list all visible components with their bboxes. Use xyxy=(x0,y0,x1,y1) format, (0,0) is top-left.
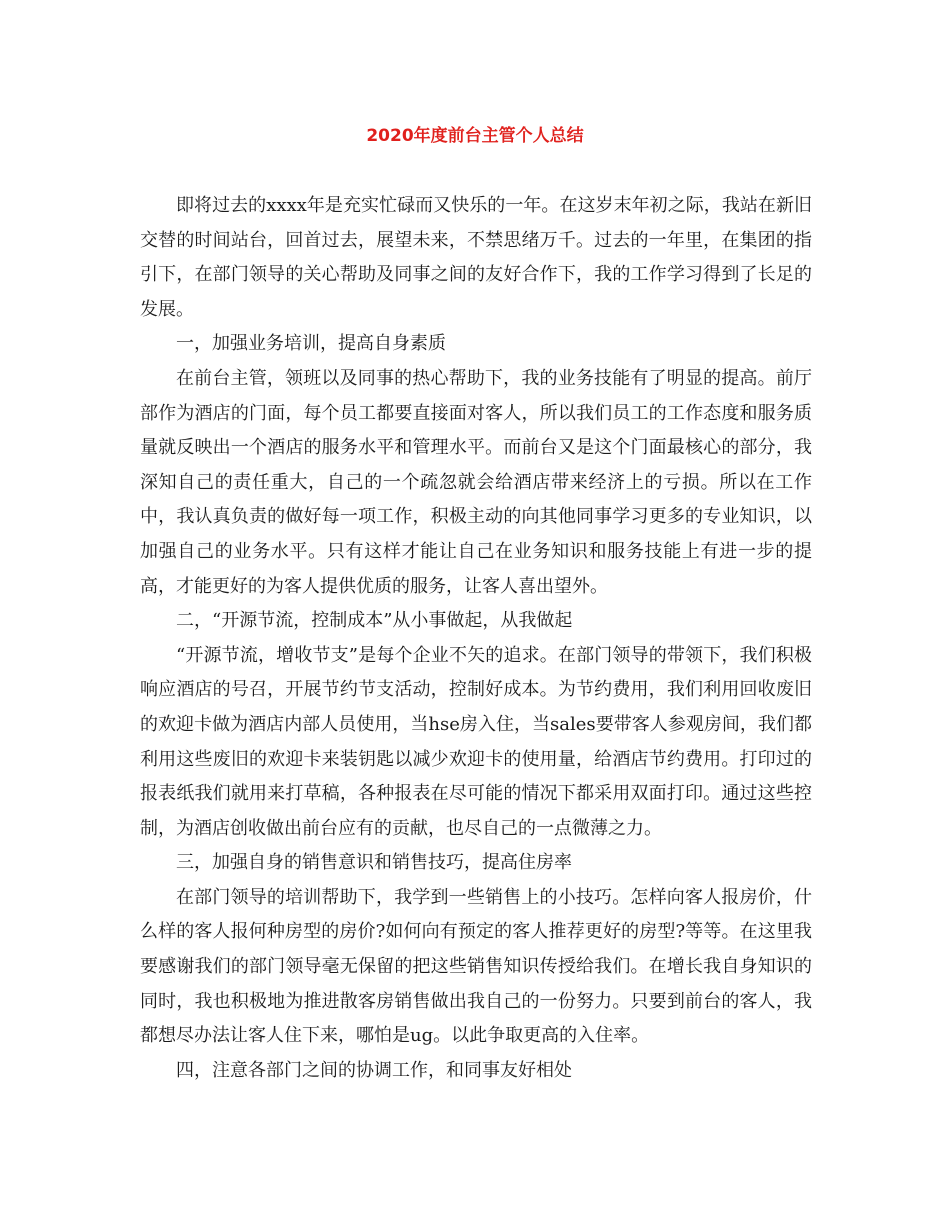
paragraph-section-1: 在前台主管，领班以及同事的热心帮助下，我的业务技能有了明显的提高。前厅部作为酒店的门面，每个员工都要直接面对客人，所以我们员工的工作态度和服务质量就反映出一个酒店的服务水平和管理水平。而前台又是这个门面最核心的部分，我深知自己的责任重大，自己的一个疏忽就会给酒店带来经济上的亏损。所以在工作中，我认真负责的做好每一项工作，积极主动的向其他同事学习更多的专业知识，以加强自己的业务水平。只有这样才能让自己在业务知识和服务技能上有进一步的提高，才能更好的为客人提供优质的服务，让客人喜出望外。 xyxy=(140,367,812,597)
document-body xyxy=(140,189,812,1088)
paragraph-section-3: 在部门领导的培训帮助下，我学到一些销售上的小技巧。怎样向客人报房价，什么样的客人报何种房型的房价?如何向有预定的客人推荐更好的房型?等等。在这里我要感谢我们的部门领导毫无保留的把这些销售知识传授给我们。在增长我自身知识的同时，我也积极地为推进散客房销售做出我自己的一份努力。只要到前台的客人，我都想尽办法让客人住下来，哪怕是ug。以此争取更高的入住率。 xyxy=(140,886,812,1047)
paragraph-section-2: “开源节流，增收节支”是每个企业不矢的追求。在部门领导的带领下，我们积极响应酒店的号召，开展节约节支活动，控制好成本。为节约费用，我们利用回收废旧的欢迎卡做为酒店内部人员使用，当hse房入住，当sales要带客人参观房间，我们都利用这些废旧的欢迎卡来装钥匙以减少欢迎卡的使用量，给酒店节约费用。打印过的报表纸我们就用来打草稿，各种报表在尽可能的情况下都采用双面打印。通过这些控制，为酒店创收做出前台应有的贡献，也尽自己的一点微薄之力。 xyxy=(140,644,812,839)
section-heading-1: 一，加强业务培训，提高自身素质 xyxy=(176,333,446,355)
section-heading-2: 二，“开源节流，控制成本”从小事做起，从我做起 xyxy=(176,610,573,632)
paragraph-intro: 即将过去的xxxx年是充实忙碌而又快乐的一年。在这岁末年初之际，我站在新旧交替的时间站台，回首过去，展望未来，不禁思绪万千。过去的一年里，在集团的指引下，在部门领导的关心帮助及同事之间的友好合作下，我的工作学习得到了长足的发展。 xyxy=(140,195,812,320)
document-title: 2020年度前台主管个人总结 xyxy=(366,126,584,146)
section-heading-3: 三，加强自身的销售意识和销售技巧，提高住房率 xyxy=(176,852,572,874)
section-heading-4: 四，注意各部门之间的协调工作，和同事友好相处 xyxy=(176,1059,572,1081)
